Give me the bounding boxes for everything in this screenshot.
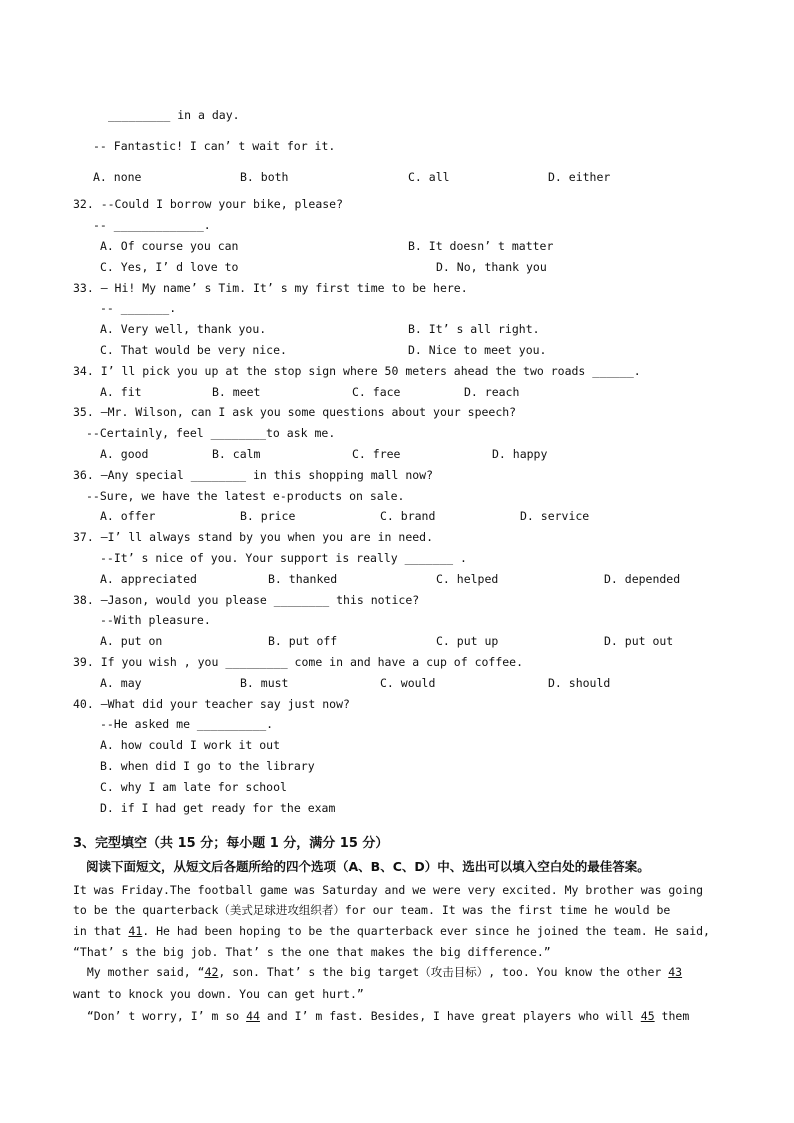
q37-stem: 37. –I’ ll always stand by you when you are in need. [73,530,434,544]
q35-option-d: D. happy [492,447,548,461]
passage-line-7 [73,1009,689,1023]
q34-option-d: D. reach [464,385,520,399]
q38-option-d: D. put out [604,634,674,648]
q34-option-c: C. face [352,385,401,399]
q33-option-a: A. Very well, thank you. [100,322,267,336]
q31-line1: _________ in a day. [108,108,240,122]
passage-line-1: It was Friday.The football game was Saturday and we were very excited. My brother was going [73,883,704,897]
q35-reply: --Certainly, feel ________to ask me. [86,426,336,440]
q32-option-a: A. Of course you can [100,239,239,253]
q40-reply: --He asked me __________. [100,717,274,731]
q39-stem: 39. If you wish , you _________ come in and have a cup of coffee. [73,655,524,669]
passage-text: , son. That’ s the big target（攻击目标）, too. You know the other [218,965,669,979]
passage-line-3 [73,924,710,938]
q33-option-c: C. That would be very nice. [100,343,287,357]
q37-option-b: B. thanked [268,572,338,586]
section3-instruction: 阅读下面短文，从短文后各题所给的四个选项（A、B、C、D）中、选出可以填入空白处的最佳答案。 [86,859,650,874]
q38-reply: --With pleasure. [100,613,211,627]
q32-stem: 32. --Could I borrow your bike, please? [73,197,344,211]
passage-text: and I’ m fast. Besides, I have great players who will [259,1009,641,1023]
q40-stem: 40. –What did your teacher say just now? [73,697,350,711]
q37-reply: --It’ s nice of you. Your support is really _______ . [100,551,467,565]
q39-option-b: B. must [240,676,289,690]
q38-stem: 38. –Jason, would you please ________ this notice? [73,593,420,607]
q36-option-a: A. offer [100,509,156,523]
q34-option-b: B. meet [212,385,261,399]
q31-option-a: A. none [93,170,142,184]
q39-option-a: A. may [100,676,142,690]
q37-option-d: D. depended [604,572,681,586]
q38-option-b: B. put off [268,634,338,648]
passage-text: in that [73,924,129,938]
blank-44: 44 [246,1009,260,1023]
passage-line-6: want to knock you down. You can get hurt.” [73,987,364,1001]
q32-option-d: D. No, thank you [436,260,547,274]
q31-option-b: B. both [240,170,289,184]
passage-text: “Don’ t worry, I’ m so [73,1009,247,1023]
passage-text: them [654,1009,690,1023]
q40-option-b: B. when did I go to the library [100,759,315,773]
q36-option-c: C. brand [380,509,436,523]
passage-line-2: to be the quarterback（美式足球进攻组织者）for our team. It was the first time he would be [73,903,671,917]
q35-option-a: A. good [100,447,149,461]
blank-43: 43 [668,965,683,979]
q40-option-a: A. how could I work it out [100,738,281,752]
q40-option-c: C. why I am late for school [100,780,287,794]
q37-option-a: A. appreciated [100,572,197,586]
q35-option-b: B. calm [212,447,261,461]
q33-option-b: B. It’ s all right. [408,322,540,336]
blank-42: 42 [204,965,219,979]
q36-option-b: B. price [240,509,296,523]
q34-option-a: A. fit [100,385,142,399]
q33-option-d: D. Nice to meet you. [408,343,547,357]
q32-option-b: B. It doesn’ t matter [408,239,554,253]
q38-option-a: A. put on [100,634,163,648]
q34-stem: 34. I’ ll pick you up at the stop sign where 50 meters ahead the two roads ______. [73,364,641,378]
q35-option-c: C. free [352,447,401,461]
section3-title: 3、完型填空（共 15 分；每小题 1 分，满分 15 分） [73,836,389,851]
q32-option-c: C. Yes, I’ d love to [100,260,239,274]
q37-option-c: C. helped [436,572,499,586]
q38-option-c: C. put up [436,634,499,648]
q32-reply: -- _____________. [93,218,211,232]
q39-option-d: D. should [548,676,611,690]
q36-reply: --Sure, we have the latest e-products on sale. [86,489,405,503]
q33-stem: 33. – Hi! My name’ s Tim. It’ s my first time to be here. [73,281,468,295]
passage-line-5 [73,965,682,979]
passage-text: . He had been hoping to be the quarterback ever since he joined the team. He said, [142,924,710,938]
blank-41: 41 [128,924,143,938]
q31-line2: -- Fantastic! I can’ t wait for it. [93,139,336,153]
q33-reply: -- _______. [100,301,177,315]
q36-option-d: D. service [520,509,590,523]
q35-stem: 35. –Mr. Wilson, can I ask you some questions about your speech? [73,405,517,419]
q31-option-d: D. either [548,170,611,184]
q31-option-c: C. all [408,170,450,184]
q40-option-d: D. if I had get ready for the exam [100,801,336,815]
passage-line-4: “That’ s the big job. That’ s the one that makes the big difference.” [73,945,551,959]
passage-text: My mother said, “ [73,965,205,979]
blank-45: 45 [640,1009,655,1023]
q39-option-c: C. would [380,676,436,690]
q36-stem: 36. –Any special ________ in this shopping mall now? [73,468,434,482]
